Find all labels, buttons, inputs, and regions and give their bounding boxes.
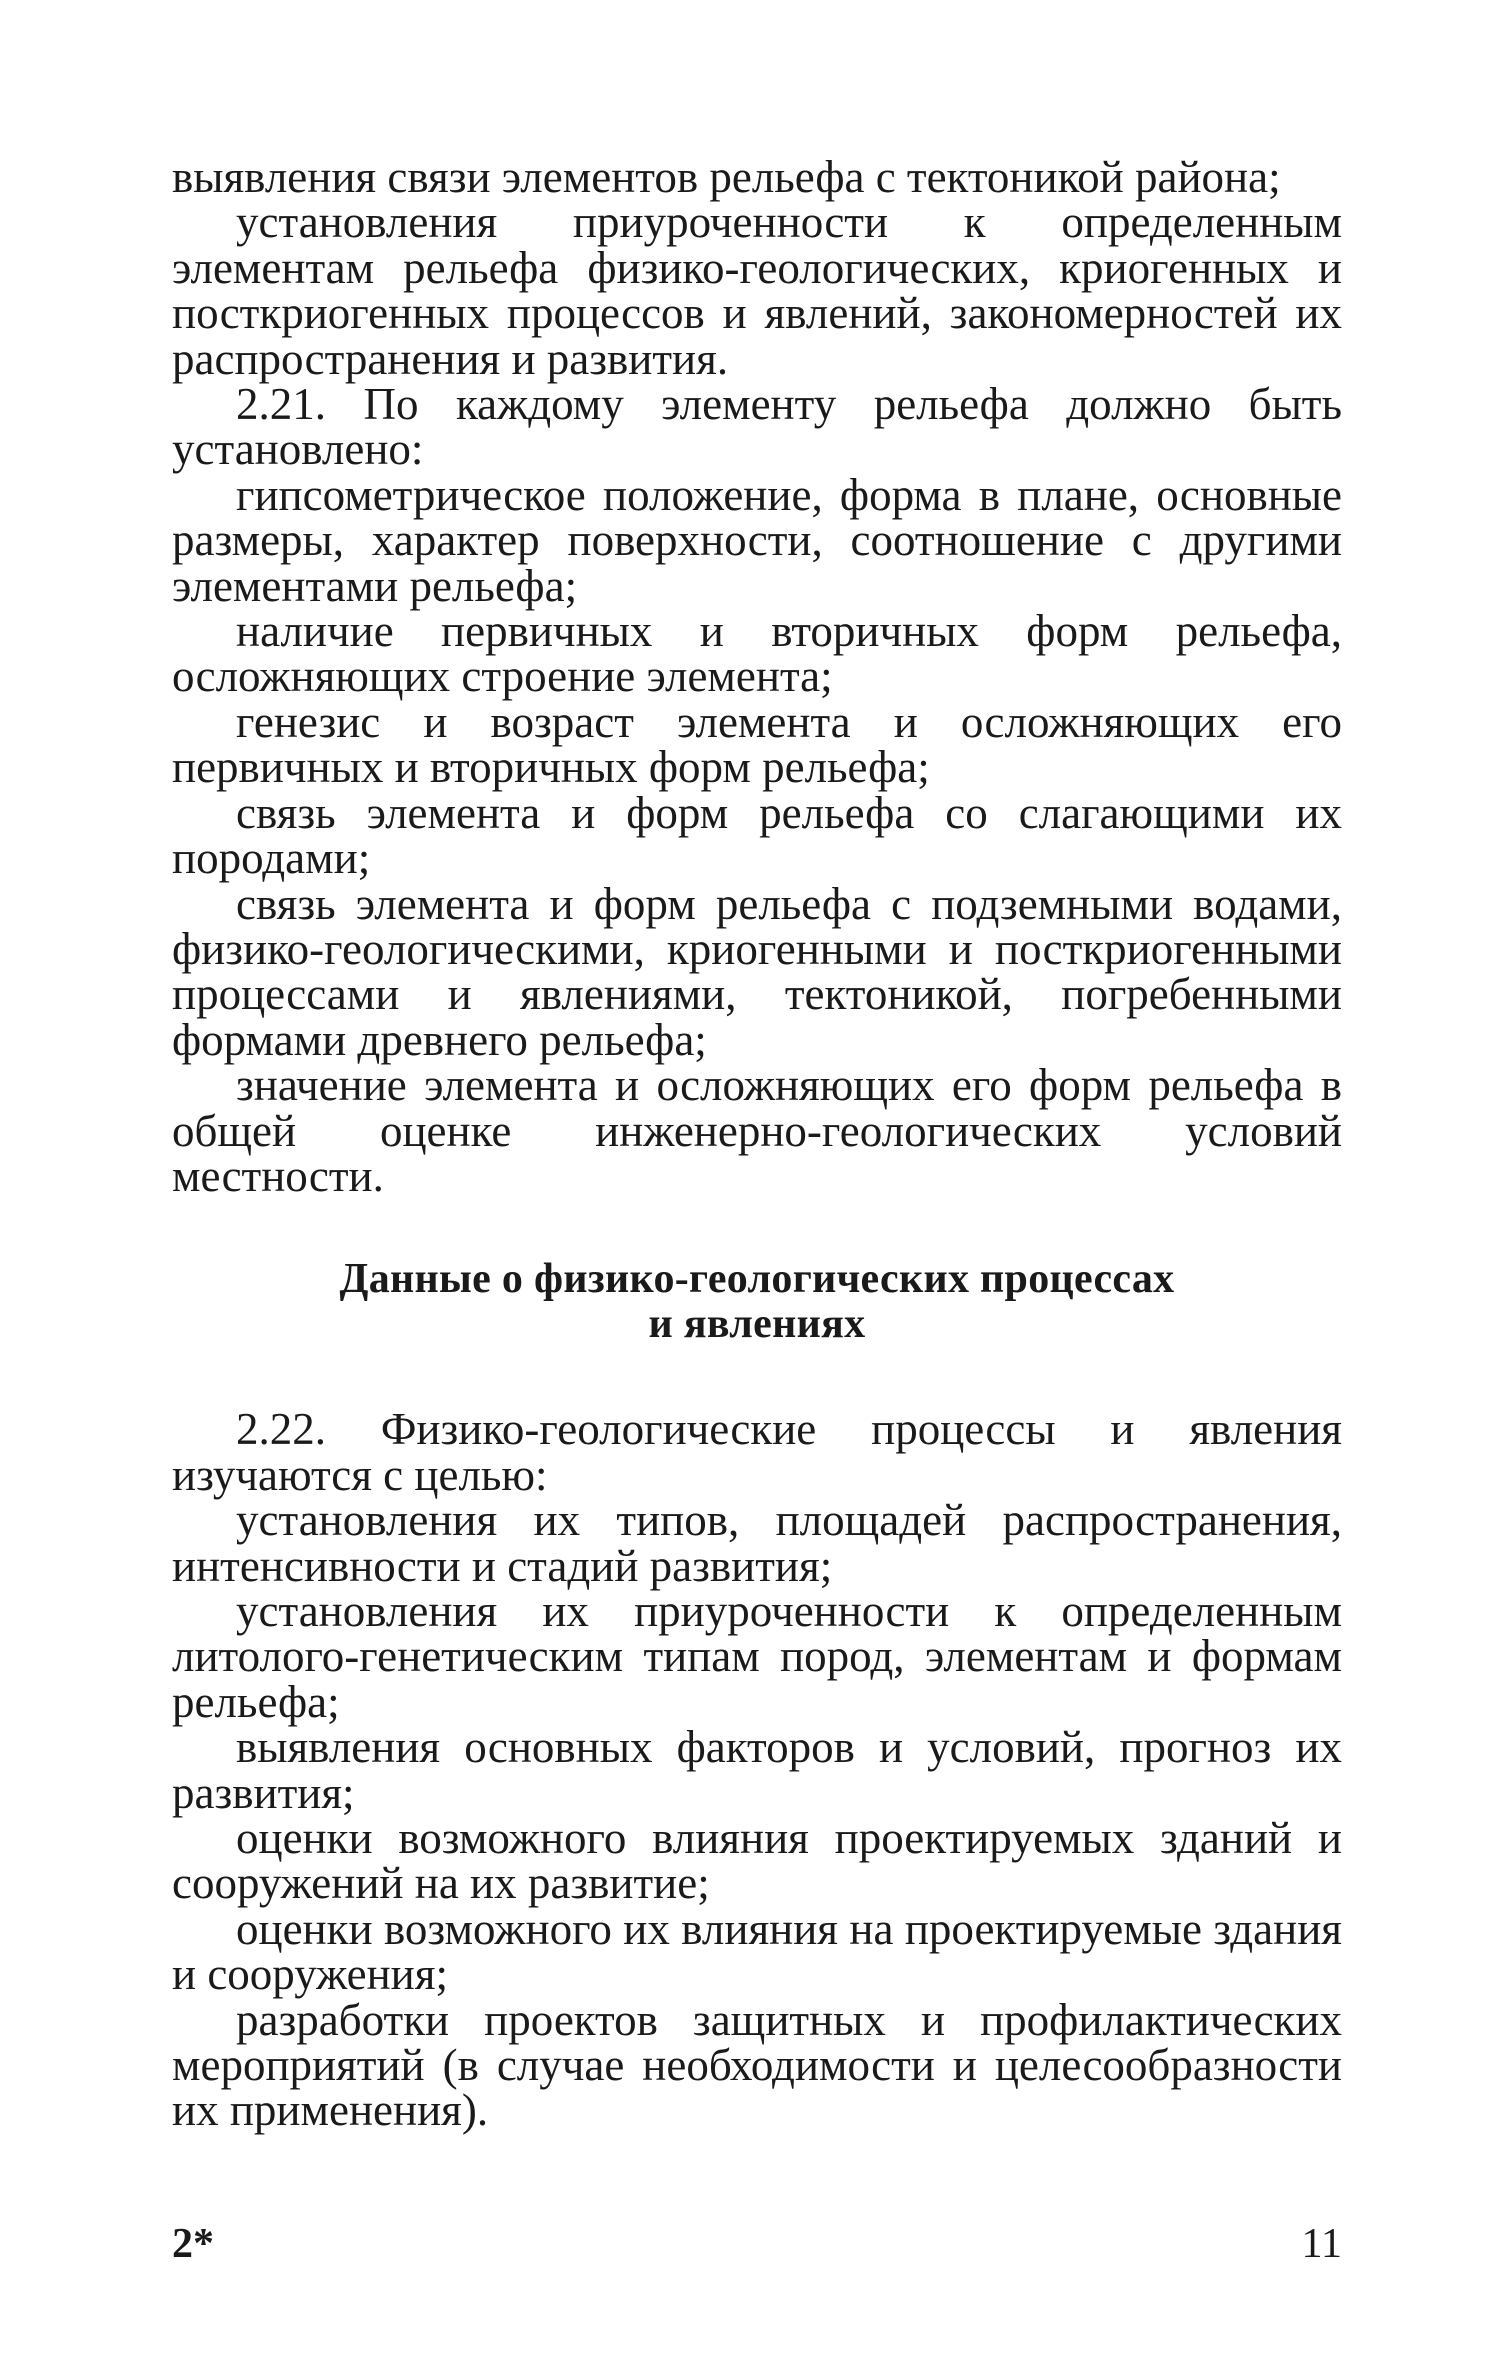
- heading-line-1: Данные о физико-геологических процессах: [339, 1256, 1175, 1303]
- paragraph: генезис и возраст элемента и осложняющих его первичных и вторичных форм рельефа;: [172, 696, 1342, 793]
- clause-2-22: 2.22. Физико-геологические процессы и явления изучаются с целью:: [172, 1404, 1342, 1500]
- paragraph: установления их приуроченности к определенным литолого-генетическим типам пород, элементам и формам рельефа;: [172, 1585, 1342, 1727]
- paragraph: оценки возможного их влияния на проектируемые здания и сооружения;: [172, 1903, 1342, 2000]
- paragraph: разработки проектов защитных и профилактических мероприятий (в случае необходимости и целесообразности их применения).: [172, 1994, 1342, 2136]
- paragraph: оценки возможного влияния проектируемых зданий и сооружений на их развитие;: [172, 1813, 1342, 1909]
- paragraph: установления приуроченности к определенным элементам рельефа физико-геологических, криогенных и посткриогенных процессов и явлений, закономерностей их распространения и развития.: [172, 197, 1342, 384]
- page-number: 11: [1301, 2221, 1342, 2267]
- paragraph: выявления основных факторов и условий, прогноз их развития;: [172, 1722, 1342, 1818]
- paragraph: выявления связи элементов рельефа с тектоникой района;: [172, 152, 1281, 202]
- clause-2-21: 2.21. По каждому элементу рельефа должно быть установлено:: [172, 379, 1342, 475]
- section-heading: [172, 1257, 1342, 1347]
- document-page: [172, 152, 1342, 2136]
- section-relief: [172, 152, 1342, 1201]
- heading-line-2: и явлениях: [648, 1301, 866, 1348]
- paragraph: связь элемента и форм рельефа с подземными водами, физико-геологическими, криогенными и посткриогенными процессами и явлениями, тектоникой, погребенными формами древнего рельефа;: [172, 878, 1342, 1065]
- signature-mark: 2*: [172, 2221, 214, 2267]
- paragraph: наличие первичных и вторичных форм рельефа, осложняющих строение элемента;: [172, 606, 1342, 702]
- paragraph: гипсометрическое положение, форма в плане, основные размеры, характер поверхности, соотношение с другими элементами рельефа;: [172, 469, 1342, 611]
- section-processes: [172, 1404, 1342, 2136]
- paragraph: значение элемента и осложняющих его форм рельефа в общей оценке инженерно-геологических условий местности.: [172, 1060, 1342, 1201]
- paragraph: связь элемента и форм рельефа со слагающими их породами;: [172, 787, 1342, 884]
- paragraph: установления их типов, площадей распространения, интенсивности и стадий развития;: [172, 1495, 1342, 1591]
